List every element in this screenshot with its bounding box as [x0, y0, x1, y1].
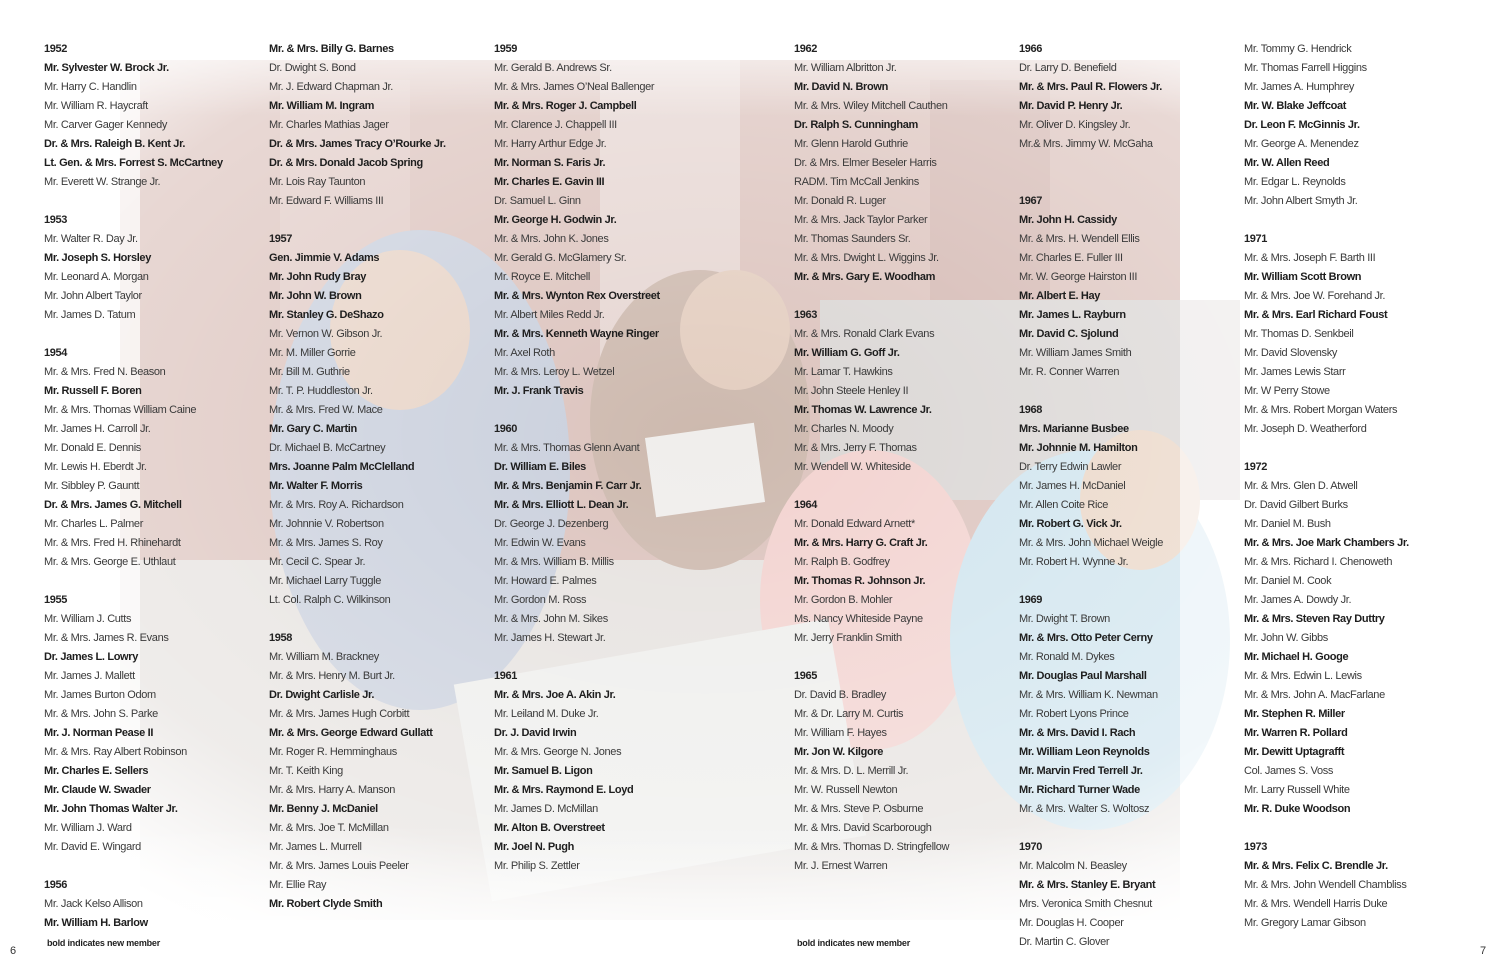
year-heading: 1969: [1019, 594, 1043, 606]
member-name: Mr. Glenn Harold Guthrie: [794, 138, 908, 150]
member-name: Mr. & Mrs. James Louis Peeler: [269, 860, 409, 872]
member-name: Mr. Lewis H. Eberdt Jr.: [44, 461, 147, 473]
member-name: Mr. & Mrs. Jack Taylor Parker: [794, 214, 928, 226]
member-name: Mr. Walter R. Day Jr.: [44, 233, 138, 245]
member-name: Mr. James D. McMillan: [494, 803, 598, 815]
member-name: Mr. Gerald G. McGlamery Sr.: [494, 252, 627, 264]
spacer: [1244, 439, 1474, 458]
member-name: Lt. Gen. & Mrs. Forrest S. McCartney: [44, 157, 223, 169]
member-name: Mr. Thomas Farrell Higgins: [1244, 62, 1367, 74]
member-name: Mr. Allen Coite Rice: [1019, 499, 1108, 511]
year-heading: 1968: [1019, 404, 1043, 416]
member-name: Mr. Wendell W. Whiteside: [794, 461, 911, 473]
member-name: Mr. & Mrs. Fred H. Rhinehardt: [44, 537, 181, 549]
member-name: Mr. & Mrs. Ray Albert Robinson: [44, 746, 187, 758]
member-name: Mr. Robert Lyons Prince: [1019, 708, 1129, 720]
member-name: Mr. & Mrs. Roger J. Campbell: [494, 100, 637, 112]
member-name: Mr. Ralph B. Godfrey: [794, 556, 890, 568]
member-name: Mr. Lamar T. Hawkins: [794, 366, 893, 378]
member-name: Mr. William M. Ingram: [269, 100, 375, 112]
member-name: Dr. Martin C. Glover: [1019, 936, 1110, 948]
member-name: Mr. Leonard A. Morgan: [44, 271, 149, 283]
spacer: [1019, 382, 1249, 401]
member-name: Mr. David E. Wingard: [44, 841, 141, 853]
member-name: Mr. Lois Ray Taunton: [269, 176, 366, 188]
member-name: Mr. Sylvester W. Brock Jr.: [44, 62, 169, 74]
member-name: Mr. William F. Hayes: [794, 727, 887, 739]
member-name: Mr. Thomas D. Senkbeil: [1244, 328, 1354, 340]
member-name: Mr. William G. Goff Jr.: [794, 347, 900, 359]
member-name: Dr. Terry Edwin Lawler: [1019, 461, 1122, 473]
member-name: Mr. & Mrs. D. L. Merrill Jr.: [794, 765, 909, 777]
member-name: Mr. & Mrs. Wynton Rex Overstreet: [494, 290, 660, 302]
year-heading: 1959: [494, 43, 518, 55]
member-name: Gen. Jimmie V. Adams: [269, 252, 380, 264]
member-name: Mr. Albert Miles Redd Jr.: [494, 309, 605, 321]
footnote-right: bold indicates new member: [797, 938, 911, 948]
member-name: Mr. Jack Kelso Allison: [44, 898, 143, 910]
year-heading: 1972: [1244, 461, 1268, 473]
member-name: Dr. George J. Dezenberg: [494, 518, 609, 530]
member-name: Mr. W. Allen Reed: [1244, 157, 1330, 169]
member-name: Dr. & Mrs. James Tracy O’Rourke Jr.: [269, 138, 446, 150]
member-name: Mr. & Mrs. Thomas Glenn Avant: [494, 442, 640, 454]
member-name: Mr. & Mrs. George N. Jones: [494, 746, 622, 758]
member-name: Mrs. Marianne Busbee: [1019, 423, 1129, 435]
year-heading: 1962: [794, 43, 818, 55]
member-name: Mr. Walter F. Morris: [269, 480, 363, 492]
member-name: Mr. James Burton Odom: [44, 689, 156, 701]
member-name: Mr. & Mrs. William K. Newman: [1019, 689, 1158, 701]
member-name: Mr. & Mrs. Leroy L. Wetzel: [494, 366, 615, 378]
member-name: Mr. W. Blake Jeffcoat: [1244, 100, 1347, 112]
member-name: Mr. Benny J. McDaniel: [269, 803, 378, 815]
column-4: [794, 40, 1024, 876]
member-name: Mr. & Mrs. James Hugh Corbitt: [269, 708, 410, 720]
member-name: Mr. Tommy G. Hendrick: [1244, 43, 1352, 55]
member-name: Dr. & Mrs. James G. Mitchell: [44, 499, 182, 511]
member-name: Mr. Daniel M. Bush: [1244, 518, 1331, 530]
member-name: Mr. & Mrs. Glen D. Atwell: [1244, 480, 1358, 492]
member-name: Mr. Royce E. Mitchell: [494, 271, 590, 283]
member-name: Mr. Donald Edward Arnett*: [794, 518, 915, 530]
member-name: Dr. Leon F. McGinnis Jr.: [1244, 119, 1360, 131]
member-name: Lt. Col. Ralph C. Wilkinson: [269, 594, 391, 606]
member-name: Mr. & Mrs. Joe Mark Chambers Jr.: [1244, 537, 1409, 549]
member-name: Mr. & Mrs. Henry M. Burt Jr.: [269, 670, 395, 682]
member-name: Mr. & Mrs. Fred N. Beason: [44, 366, 166, 378]
spacer: [269, 211, 499, 230]
member-name: Dr. William E. Biles: [494, 461, 586, 473]
member-name: Mr. & Mrs. Wendell Harris Duke: [1244, 898, 1388, 910]
member-name: Mrs. Veronica Smith Chesnut: [1019, 898, 1152, 910]
member-name: Mr. Russell F. Boren: [44, 385, 142, 397]
member-name: Mr. James H. McDaniel: [1019, 480, 1126, 492]
member-name: Mr. Joseph D. Weatherford: [1244, 423, 1367, 435]
member-name: Mr. & Mrs. George E. Uthlaut: [44, 556, 176, 568]
member-name: Mr. Cecil C. Spear Jr.: [269, 556, 366, 568]
member-name: Mr. & Mrs. Joe A. Akin Jr.: [494, 689, 616, 701]
member-name: Mr. James D. Tatum: [44, 309, 136, 321]
member-name: Mr. Gordon B. Mohler: [794, 594, 893, 606]
spacer: [1244, 211, 1474, 230]
member-name: Mr. James H. Carroll Jr.: [44, 423, 151, 435]
spacer: [1019, 572, 1249, 591]
member-name: Mr. William Scott Brown: [1244, 271, 1362, 283]
member-name: Mr. Vernon W. Gibson Jr.: [269, 328, 383, 340]
spacer: [494, 401, 724, 420]
spacer: [794, 287, 1024, 306]
member-name: Mr. Charles E. Fuller III: [1019, 252, 1123, 264]
member-name: Mr. Harry Arthur Edge Jr.: [494, 138, 607, 150]
member-name: Mr. W. Russell Newton: [794, 784, 898, 796]
spacer: [44, 857, 274, 876]
member-name: Dr. Michael B. McCartney: [269, 442, 386, 454]
member-name: Mr. Stanley G. DeShazo: [269, 309, 384, 321]
member-name: Mr. & Mrs. John M. Sikes: [494, 613, 608, 625]
member-name: Mr. Leiland M. Duke Jr.: [494, 708, 599, 720]
member-name: Mr. & Mrs. Paul R. Flowers Jr.: [1019, 81, 1162, 93]
year-heading: 1952: [44, 43, 68, 55]
member-name: Mr. Charles E. Sellers: [44, 765, 149, 777]
member-name: Mr. & Mrs. James S. Roy: [269, 537, 383, 549]
member-name: Mr. Michael Larry Tuggle: [269, 575, 382, 587]
member-name: Mr. & Mrs. Thomas William Caine: [44, 404, 197, 416]
member-name: Mr. David N. Brown: [794, 81, 888, 93]
member-name: Mr. Larry Russell White: [1244, 784, 1350, 796]
member-name: Mr. Claude W. Swader: [44, 784, 151, 796]
member-name: Mr. Dewitt Uptagrafft: [1244, 746, 1345, 758]
member-name: Mr. & Mrs. James R. Evans: [44, 632, 169, 644]
year-heading: 1965: [794, 670, 818, 682]
member-name: Mr. W Perry Stowe: [1244, 385, 1330, 397]
spacer: [1244, 819, 1474, 838]
member-name: Mr. Douglas Paul Marshall: [1019, 670, 1147, 682]
member-name: Mr. Alton B. Overstreet: [494, 822, 605, 834]
member-name: Dr. Samuel L. Ginn: [494, 195, 581, 207]
member-name: Mr. John Albert Taylor: [44, 290, 142, 302]
member-name: Mr. R. Duke Woodson: [1244, 803, 1351, 815]
member-name: Mr. & Dr. Larry M. Curtis: [794, 708, 904, 720]
year-heading: 1960: [494, 423, 518, 435]
member-name: Mr. James A. Humphrey: [1244, 81, 1355, 93]
member-name: Mr. & Mrs. Steve P. Osburne: [794, 803, 924, 815]
member-name: Mr. William J. Ward: [44, 822, 132, 834]
member-name: Mr. Marvin Fred Terrell Jr.: [1019, 765, 1143, 777]
member-name: Mr. Johnnie M. Hamilton: [1019, 442, 1138, 454]
member-name: Mr. Everett W. Strange Jr.: [44, 176, 161, 188]
member-name: Mr. Michael H. Googe: [1244, 651, 1349, 663]
member-name: Mrs. Joanne Palm McClelland: [269, 461, 415, 473]
member-name: Mr. Harry C. Handlin: [44, 81, 137, 93]
member-name: Mr. Johnnie V. Robertson: [269, 518, 384, 530]
page-number-left: 6: [10, 945, 17, 957]
column-1: [44, 40, 274, 933]
member-name: Mr. James Lewis Starr: [1244, 366, 1346, 378]
member-name: Mr. John H. Cassidy: [1019, 214, 1117, 226]
column-5: [1019, 40, 1249, 952]
member-name: Mr. J. Frank Travis: [494, 385, 584, 397]
member-name: Mr. William H. Barlow: [44, 917, 148, 929]
member-name: Mr. Edgar L. Reynolds: [1244, 176, 1346, 188]
member-name: Mr. & Mrs. John A. MacFarlane: [1244, 689, 1385, 701]
member-name: Mr. William M. Brackney: [269, 651, 379, 663]
year-heading: 1957: [269, 233, 293, 245]
member-name: Dr. Larry D. Benefield: [1019, 62, 1117, 74]
member-name: Mr. Robert H. Wynne Jr.: [1019, 556, 1129, 568]
member-name: Mr. Robert Clyde Smith: [269, 898, 383, 910]
member-name: Mr. Bill M. Guthrie: [269, 366, 350, 378]
year-heading: 1970: [1019, 841, 1043, 853]
year-heading: 1963: [794, 309, 818, 321]
column-6: [1244, 40, 1474, 933]
member-name: Mr. Jerry Franklin Smith: [794, 632, 902, 644]
year-heading: 1954: [44, 347, 68, 359]
member-name: Mr.& Mrs. Jimmy W. McGaha: [1019, 138, 1153, 150]
member-name: Mr. Donald R. Luger: [794, 195, 886, 207]
spacer: [794, 477, 1024, 496]
member-name: Mr. James A. Dowdy Jr.: [1244, 594, 1352, 606]
member-name: Mr. George A. Menendez: [1244, 138, 1359, 150]
member-name: Mr. Daniel M. Cook: [1244, 575, 1332, 587]
spacer: [794, 648, 1024, 667]
member-name: Mr. & Mrs. Jerry F. Thomas: [794, 442, 917, 454]
member-name: Mr. & Mrs. Stanley E. Bryant: [1019, 879, 1156, 891]
member-name: Mr. & Mrs. Richard I. Chenoweth: [1244, 556, 1393, 568]
member-name: Mr. M. Miller Gorrie: [269, 347, 356, 359]
member-name: Mr. Gerald B. Andrews Sr.: [494, 62, 612, 74]
member-name: Dr. David Gilbert Burks: [1244, 499, 1348, 511]
footnote-left: bold indicates new member: [47, 938, 161, 948]
member-name: Mr. & Mrs. Ronald Clark Evans: [794, 328, 935, 340]
member-name: Dr. Dwight Carlisle Jr.: [269, 689, 375, 701]
member-name: Mr. J. Norman Pease II: [44, 727, 154, 739]
member-name: Mr. T. Keith King: [269, 765, 343, 777]
year-heading: 1973: [1244, 841, 1268, 853]
spacer: [44, 572, 274, 591]
member-name: Mr. George H. Godwin Jr.: [494, 214, 617, 226]
spacer: [269, 610, 499, 629]
member-name: Mr. Charles E. Gavin III: [494, 176, 605, 188]
member-name: Mr. & Mrs. Steven Ray Duttry: [1244, 613, 1385, 625]
member-name: Mr. Gordon M. Ross: [494, 594, 587, 606]
member-name: Mr. & Mrs. Roy A. Richardson: [269, 499, 404, 511]
page-number-right: 7: [1480, 945, 1487, 957]
member-name: Mr. & Mrs. Gary E. Woodham: [794, 271, 936, 283]
year-heading: 1958: [269, 632, 293, 644]
member-name: Mr. Thomas W. Lawrence Jr.: [794, 404, 932, 416]
member-name: Mr. Carver Gager Kennedy: [44, 119, 168, 131]
member-name: Mr. & Mrs. Walter S. Woltosz: [1019, 803, 1150, 815]
member-name: Mr. & Mrs. Joe T. McMillan: [269, 822, 389, 834]
member-name: Mr. Thomas R. Johnson Jr.: [794, 575, 926, 587]
member-name: Dr. & Mrs. Donald Jacob Spring: [269, 157, 423, 169]
member-name: Mr. James H. Stewart Jr.: [494, 632, 606, 644]
member-name: Mr. Jon W. Kilgore: [794, 746, 884, 758]
member-name: Mr. J. Ernest Warren: [794, 860, 888, 872]
member-name: Mr. & Mrs. Wiley Mitchell Cauthen: [794, 100, 948, 112]
member-name: Mr. John W. Gibbs: [1244, 632, 1328, 644]
member-name: Dr. David B. Bradley: [794, 689, 887, 701]
member-name: Mr. & Mrs. Thomas D. Stringfellow: [794, 841, 950, 853]
member-name: Mr. & Mrs. James O’Neal Ballenger: [494, 81, 655, 93]
member-name: Mr. & Mrs. Kenneth Wayne Ringer: [494, 328, 659, 340]
member-name: Mr. & Mrs. George Edward Gullatt: [269, 727, 433, 739]
member-name: Mr. James L. Rayburn: [1019, 309, 1126, 321]
member-name: Mr. William James Smith: [1019, 347, 1132, 359]
member-name: Mr. David P. Henry Jr.: [1019, 100, 1123, 112]
year-heading: 1953: [44, 214, 68, 226]
member-name: Mr. Douglas H. Cooper: [1019, 917, 1124, 929]
year-heading: 1964: [794, 499, 818, 511]
member-name: Mr. Charles L. Palmer: [44, 518, 144, 530]
year-heading: 1966: [1019, 43, 1043, 55]
member-name: Mr. Samuel B. Ligon: [494, 765, 593, 777]
member-name: Mr. Warren R. Pollard: [1244, 727, 1348, 739]
member-name: Mr. & Mrs. Elliott L. Dean Jr.: [494, 499, 629, 511]
member-name: Mr. R. Conner Warren: [1019, 366, 1120, 378]
member-name: Mr. Richard Turner Wade: [1019, 784, 1140, 796]
member-name: Mr. & Mrs. Fred W. Mace: [269, 404, 383, 416]
member-name: Mr. & Mrs. Robert Morgan Waters: [1244, 404, 1398, 416]
member-name: RADM. Tim McCall Jenkins: [794, 176, 919, 188]
member-name: Mr. & Mrs. Harry G. Craft Jr.: [794, 537, 928, 549]
member-name: Mr. T. P. Huddleston Jr.: [269, 385, 373, 397]
member-name: Mr. Ronald M. Dykes: [1019, 651, 1115, 663]
spacer: [494, 648, 724, 667]
member-name: Mr. Dwight T. Brown: [1019, 613, 1110, 625]
spacer: [1019, 154, 1249, 173]
member-name: Mr. Howard E. Palmes: [494, 575, 597, 587]
member-name: Dr. James L. Lowry: [44, 651, 138, 663]
member-name: Dr. & Mrs. Elmer Beseler Harris: [794, 157, 937, 169]
member-name: Mr. David C. Sjolund: [1019, 328, 1119, 340]
spacer: [44, 325, 274, 344]
member-name: Mr. William Leon Reynolds: [1019, 746, 1150, 758]
member-name: Mr. Albert E. Hay: [1019, 290, 1101, 302]
member-name: Mr. Gary C. Martin: [269, 423, 357, 435]
member-name: Mr. & Mrs. Raymond E. Loyd: [494, 784, 634, 796]
member-name: Dr. Dwight S. Bond: [269, 62, 356, 74]
member-name: Dr. Ralph S. Cunningham: [794, 119, 918, 131]
column-2: [269, 40, 499, 914]
member-name: Mr. & Mrs. Benjamin F. Carr Jr.: [494, 480, 642, 492]
member-name: Mr. & Mrs. Joseph F. Barth III: [1244, 252, 1376, 264]
member-name: Mr. William Albritton Jr.: [794, 62, 897, 74]
member-name: Mr. & Mrs. William B. Millis: [494, 556, 614, 568]
spacer: [1019, 173, 1249, 192]
column-3: [494, 40, 724, 876]
member-name: Mr. Axel Roth: [494, 347, 555, 359]
member-name: Col. James S. Voss: [1244, 765, 1334, 777]
member-name: Dr. & Mrs. Raleigh B. Kent Jr.: [44, 138, 186, 150]
member-name: Mr. Clarence J. Chappell III: [494, 119, 617, 131]
member-name: Mr. Edward F. Williams III: [269, 195, 384, 207]
member-name: Mr. & Mrs. Earl Richard Foust: [1244, 309, 1388, 321]
member-name: Mr. & Mrs. Joe W. Forehand Jr.: [1244, 290, 1386, 302]
member-name: Mr. Malcolm N. Beasley: [1019, 860, 1127, 872]
member-name: Mr. & Mrs. Billy G. Barnes: [269, 43, 394, 55]
spacer: [1019, 819, 1249, 838]
member-name: Mr. Thomas Saunders Sr.: [794, 233, 911, 245]
member-name: Mr. James L. Murrell: [269, 841, 362, 853]
member-name: Mr. & Mrs. Felix C. Brendle Jr.: [1244, 860, 1388, 872]
member-name: Mr. John Rudy Bray: [269, 271, 366, 283]
member-name: Mr. John Thomas Walter Jr.: [44, 803, 178, 815]
member-name: Mr. William R. Haycraft: [44, 100, 148, 112]
spacer: [44, 192, 274, 211]
member-name: Mr. & Mrs. David I. Rach: [1019, 727, 1136, 739]
member-name: Mr. Roger R. Hemminghaus: [269, 746, 397, 758]
member-name: Mr. & Mrs. Edwin L. Lewis: [1244, 670, 1362, 682]
member-name: Mr. & Mrs. Otto Peter Cerny: [1019, 632, 1153, 644]
member-name: Mr. Joel N. Pugh: [494, 841, 574, 853]
member-name: Mr. John Albert Smyth Jr.: [1244, 195, 1358, 207]
member-name: Mr. & Mrs. David Scarborough: [794, 822, 932, 834]
member-name: Mr. William J. Cutts: [44, 613, 132, 625]
member-name: Mr. & Mrs. John K. Jones: [494, 233, 609, 245]
member-name: Mr. Ellie Ray: [269, 879, 327, 891]
year-heading: 1956: [44, 879, 68, 891]
member-name: Mr. & Mrs. Harry A. Manson: [269, 784, 395, 796]
member-name: Mr. & Mrs. Dwight L. Wiggins Jr.: [794, 252, 939, 264]
member-name: Mr. David Slovensky: [1244, 347, 1337, 359]
member-name: Mr. & Mrs. John Michael Weigle: [1019, 537, 1163, 549]
member-name: Mr. Oliver D. Kingsley Jr.: [1019, 119, 1131, 131]
member-name: Mr. Joseph S. Horsley: [44, 252, 151, 264]
member-name: Mr. Charles N. Moody: [794, 423, 894, 435]
member-name: Mr. James J. Mallett: [44, 670, 135, 682]
year-heading: 1971: [1244, 233, 1268, 245]
member-name: Mr. Edwin W. Evans: [494, 537, 586, 549]
member-name: Mr. W. George Hairston III: [1019, 271, 1138, 283]
year-heading: 1967: [1019, 195, 1043, 207]
member-name: Mr. Norman S. Faris Jr.: [494, 157, 606, 169]
member-name: Mr. Sibbley P. Gauntt: [44, 480, 140, 492]
member-name: Mr. & Mrs. John Wendell Chambliss: [1244, 879, 1407, 891]
member-name: Mr. Robert G. Vick Jr.: [1019, 518, 1122, 530]
member-name: Mr. Philip S. Zettler: [494, 860, 580, 872]
year-heading: 1955: [44, 594, 68, 606]
member-name: Mr. J. Edward Chapman Jr.: [269, 81, 393, 93]
member-name: Mr. Stephen R. Miller: [1244, 708, 1345, 720]
member-name: Ms. Nancy Whiteside Payne: [794, 613, 923, 625]
member-name: Mr. Gregory Lamar Gibson: [1244, 917, 1366, 929]
member-name: Mr. John Steele Henley II: [794, 385, 909, 397]
member-name: Mr. Charles Mathias Jager: [269, 119, 389, 131]
member-name: Mr. Donald E. Dennis: [44, 442, 141, 454]
member-name: Mr. John W. Brown: [269, 290, 362, 302]
member-name: Mr. & Mrs. John S. Parke: [44, 708, 158, 720]
member-name: Dr. J. David Irwin: [494, 727, 577, 739]
year-heading: 1961: [494, 670, 518, 682]
member-name: Mr. & Mrs. H. Wendell Ellis: [1019, 233, 1140, 245]
